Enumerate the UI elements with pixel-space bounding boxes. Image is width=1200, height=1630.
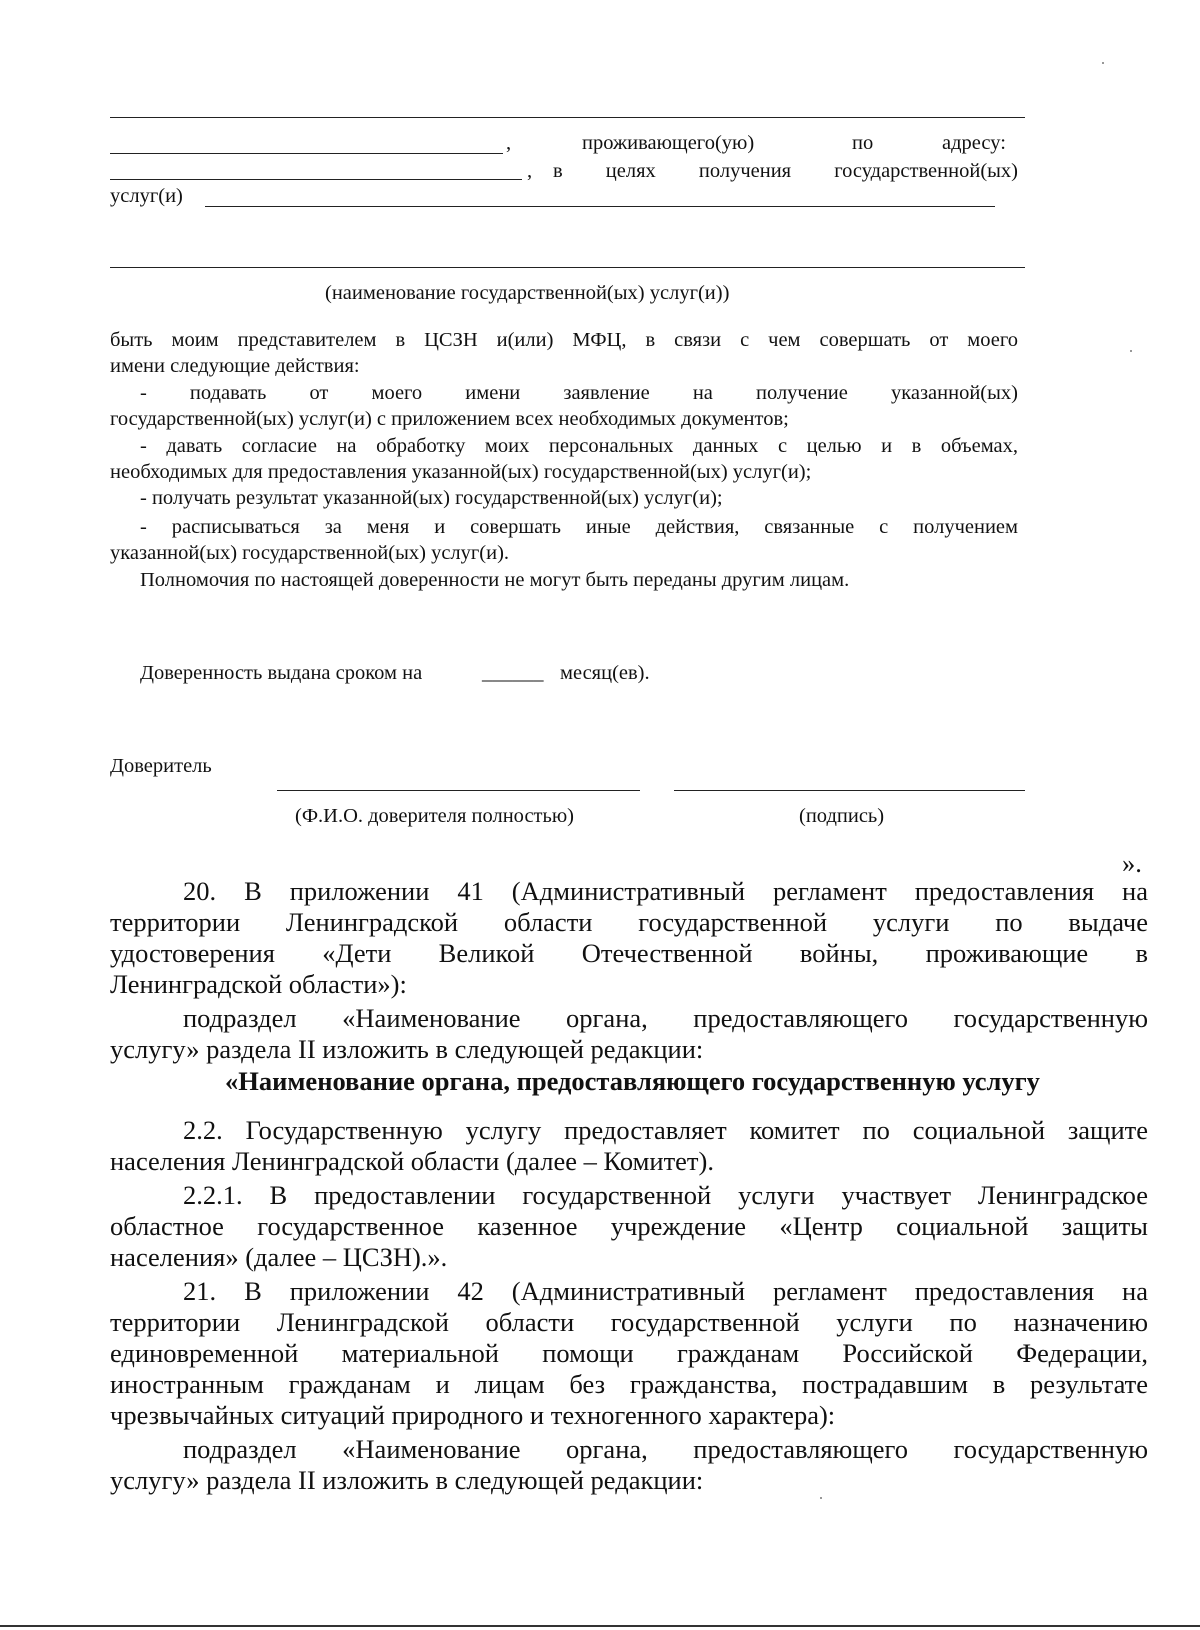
form-line-top	[110, 117, 1025, 118]
closing-quote: ».	[1122, 848, 1142, 878]
address-label-3: адресу:	[942, 132, 1006, 154]
scan-speck	[1102, 62, 1104, 64]
p20-line-4: Ленинградской области»):	[110, 969, 407, 999]
action-1-line-1: - подавать от моего имени заявление на получение указанной(ых)	[140, 382, 1018, 404]
action-1-line-2: государственной(ых) услуг(и) с приложением всех необходимых документов;	[110, 408, 789, 430]
address-label-2: по	[852, 132, 874, 154]
blank-line-services	[205, 206, 995, 207]
action-3-line-1: - получать результат указанной(ых) государственной(ых) услуг(и);	[140, 487, 723, 509]
term-blank: ______	[482, 662, 544, 684]
comma: ,	[527, 160, 533, 182]
services-label: услуг(и)	[110, 185, 183, 207]
non-transfer-clause: Полномочия по настоящей доверенности не могут быть переданы другим лицам.	[140, 569, 850, 591]
p21-line-4: иностранным гражданам и лицам без гражданства, пострадавшим в результате	[110, 1369, 1148, 1399]
principal-label: Доверитель	[110, 755, 212, 777]
p21-line-1: 21. В приложении 42 (Административный регламент предоставления на	[183, 1276, 1148, 1306]
p21-line-3: единовременной материальной помощи гражданам Российской Федерации,	[110, 1338, 1148, 1368]
services-caption: (наименование государственной(ых) услуг(и))	[325, 282, 730, 304]
blank-line-address	[110, 179, 522, 180]
comma: ,	[506, 132, 512, 154]
blank-line-services-2	[110, 267, 1025, 268]
fio-signature-line	[277, 790, 640, 791]
p20-sub-line-2: услугу» раздела II изложить в следующей редакции:	[110, 1034, 704, 1064]
authority-line-1: быть моим представителем в ЦСЗН и(или) МФЦ, в связи с чем совершать от моего	[110, 329, 1018, 351]
fio-caption: (Ф.И.О. доверителя полностью)	[295, 805, 574, 827]
action-4-line-2: указанной(ых) государственной(ых) услуг(и).	[110, 542, 510, 564]
p21-line-5: чрезвычайных ситуаций природного и техногенного характера):	[110, 1400, 836, 1430]
scan-speck	[820, 1497, 822, 1499]
p221-line-1: 2.2.1. В предоставлении государственной услуги участвует Ленинградское	[183, 1180, 1148, 1210]
scan-speck	[1130, 350, 1132, 352]
purpose-text: в целях получения государственной(ых)	[553, 160, 1018, 182]
p22-line-2: населения Ленинградской области (далее – Комитет).	[110, 1146, 714, 1176]
p221-line-2: областное государственное казенное учреждение «Центр социальной защиты	[110, 1211, 1148, 1241]
p20-sub-line-1: подраздел «Наименование органа, предоставляющего государственную	[183, 1003, 1148, 1033]
signature-caption: (подпись)	[799, 805, 885, 827]
blank-line-name	[110, 153, 503, 154]
section-heading: «Наименование органа, предоставляющего государственную услугу	[225, 1066, 1040, 1096]
p22-line-1: 2.2. Государственную услугу предоставляет комитет по социальной защите	[183, 1115, 1148, 1145]
p221-line-3: населения» (далее – ЦСЗН).».	[110, 1242, 448, 1272]
action-2-line-1: - давать согласие на обработку моих персональных данных с целью и в объемах,	[140, 435, 1018, 457]
p20-line-2: территории Ленинградской области государственной услуги по выдаче	[110, 907, 1148, 937]
action-4-line-1: - расписываться за меня и совершать иные действия, связанные с получением	[140, 516, 1018, 538]
p20-line-1: 20. В приложении 41 (Административный регламент предоставления на	[183, 876, 1148, 906]
address-label-1: проживающего(ую)	[582, 132, 755, 154]
p21-sub-line-2: услугу» раздела II изложить в следующей редакции:	[110, 1465, 704, 1495]
p21-sub-line-1: подраздел «Наименование органа, предоставляющего государственную	[183, 1434, 1148, 1464]
scan-bottom-edge	[0, 1625, 1200, 1627]
authority-line-2: имени следующие действия:	[110, 355, 360, 377]
action-2-line-2: необходимых для предоставления указанной(ых) государственной(ых) услуг(и);	[110, 461, 812, 483]
signature-line	[674, 790, 1025, 791]
term-after: месяц(ев).	[560, 662, 650, 684]
term-before: Доверенность выдана сроком на	[140, 662, 423, 684]
p21-line-2: территории Ленинградской области государственной услуги по назначению	[110, 1307, 1148, 1337]
p20-line-3: удостоверения «Дети Великой Отечественной войны, проживающие в	[110, 938, 1148, 968]
